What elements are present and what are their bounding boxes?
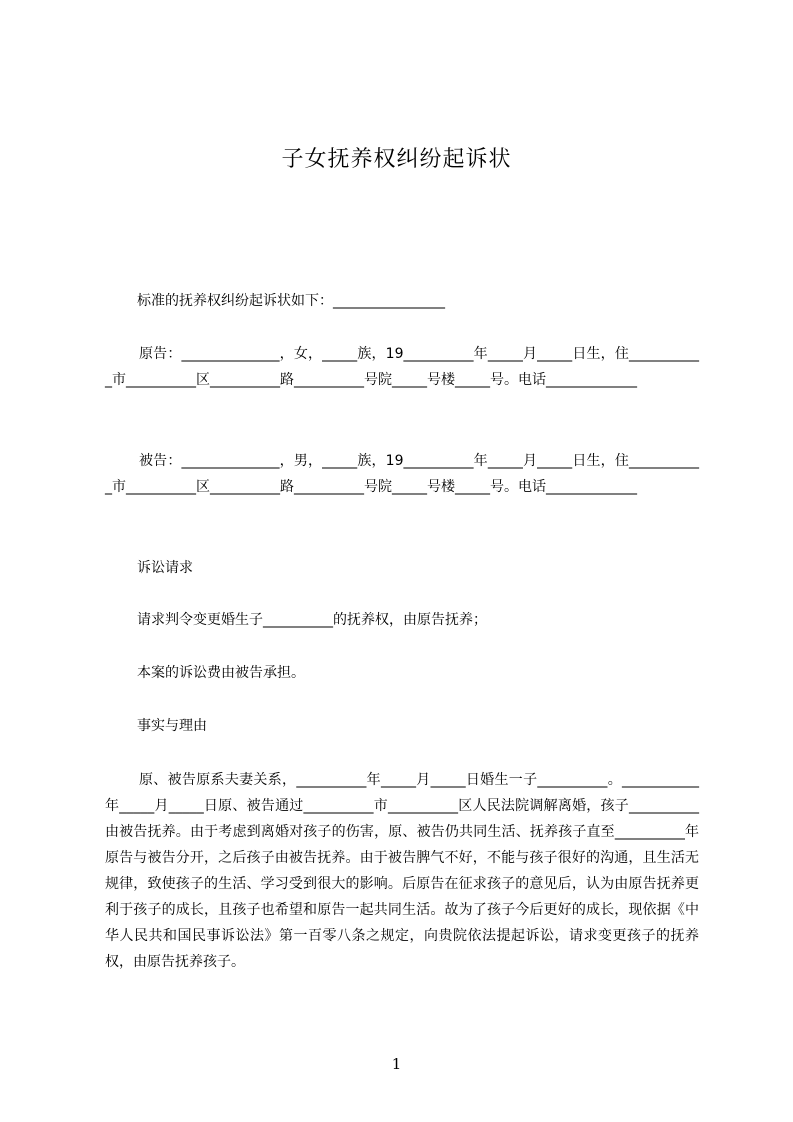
facts-paragraph: 原、被告原系夫妻关系，__________年_____月_____日婚生一子__________。___________年_____月_____日原、被告通过__________市__________区人民法院调解离婚，孩子__________由被告抚养。由于考虑到离婚对孩子的伤害，原、被告仍共同生活、抚养孩子直至__________年原告与被告分开，之后孩子由被告抚养。由于被告脾气不好，不能与孩子很好的沟通，且生活无规律，致使孩子的生活、学习受到很大的影响。后原告在征求孩子的意见后，认为由原告抚养更利于孩子的成长，且孩子也希望和原告一起共同生活。故为了孩子今后更好的成长，现依据《中华人民共和国民事诉讼法》第一百零八条之规定，向贵院依法提起诉讼，请求变更孩子的抚养权，由原告抚养孩子。 — [105, 772, 699, 970]
page-number: 1 — [391, 1055, 402, 1073]
defendant-paragraph: 被告：______________，男，_____族，19__________年_____月_____日生，住___________市__________区__________路__________号院_____号楼_____号。电话_____________ — [105, 453, 699, 495]
plaintiff-paragraph: 原告：______________，女，_____族，19__________年_____月_____日生，住___________市__________区__________路__________号院_____号楼_____号。电话_____________ — [105, 346, 699, 388]
facts-heading: 事实与理由 — [137, 718, 207, 734]
claim-item-2: 本案的诉讼费由被告承担。 — [137, 665, 305, 681]
document-title: 子女抚养权纠纷起诉状 — [281, 147, 512, 172]
intro-paragraph: 标准的抚养权纠纷起诉状如下：________________ — [137, 293, 445, 309]
claims-heading: 诉讼请求 — [137, 560, 193, 576]
claim-item-1: 请求判令变更婚生子__________的抚养权，由原告抚养； — [137, 612, 487, 628]
